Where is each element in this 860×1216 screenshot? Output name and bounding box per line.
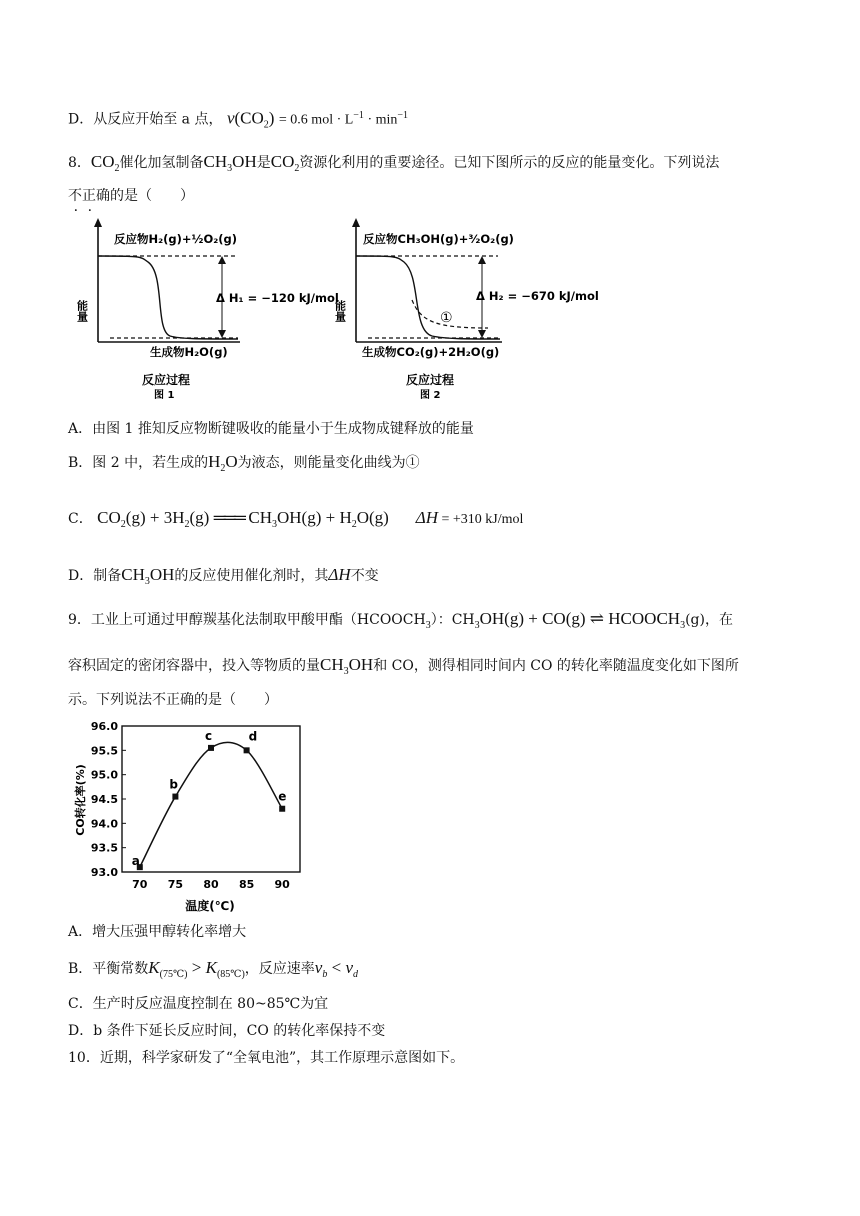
fig1-reactant-label: 反应物H₂(g)+½O₂(g) <box>114 232 238 246</box>
q9-stem-line1: 9．工业上可通过甲醇羰基化法制取甲酸甲酯$(HCOOCH_3)$：$CH_3OH(g) + CO(g)$ ⇌ $HCOOCH_3(g)$，在 <box>68 609 733 631</box>
fig2-xlabel: 反应过程 <box>406 373 455 387</box>
q8-option-c: C． $CO_2(g) + 3H_2(g)$ ═══ $CH_3OH(g) + H_2O(g) \Delta H = +310$ kJ/mol <box>68 508 524 530</box>
fig1-dh-label: Δ H₁ = −120 kJ/mol <box>216 291 339 305</box>
point-label-a: a <box>131 854 140 869</box>
q10-stem: 10．近期，科学家研发了“全氧电池”，其工作原理示意图如下。 <box>68 1050 465 1066</box>
x-tick-label: 80 <box>203 878 219 891</box>
fig2-curve-mark: ① <box>440 310 453 326</box>
energy-diagram-fig1 <box>70 218 340 400</box>
point-label-d: d <box>248 729 258 744</box>
y-tick-label: 93.0 <box>90 866 118 879</box>
y-tick-label: 95.5 <box>90 744 118 758</box>
fig2-caption: 图 2 <box>420 390 441 401</box>
point-label-e: e <box>278 789 287 804</box>
data-point-d <box>244 747 250 753</box>
fig2-ylabel: 能量 <box>333 300 347 322</box>
x-tick-label: 75 <box>167 878 184 891</box>
energy-diagram-fig2 <box>333 218 606 401</box>
q8-stem-line1: 8．$CO_2$催化加氢制备$CH_3OH$是$CO_2$资源化利用的重要途径。已知下图所示的反应的能量变化。下列说法 <box>68 152 720 174</box>
y-tick-label: 94.5 <box>90 793 118 806</box>
x-tick-label: 70 <box>132 878 148 891</box>
fig2-reactant-label: 反应物CH₃OH(g)+³⁄₂O₂(g) <box>363 232 514 246</box>
co-conversion-chart <box>70 716 320 916</box>
chart-series-line <box>140 742 282 867</box>
fig1-product-label: 生成物H₂O(g) <box>150 345 228 359</box>
y-tick-label: 93.5 <box>90 841 118 855</box>
point-label-b: b <box>169 777 178 792</box>
fig1-ylabel: 能量 <box>75 300 89 322</box>
x-tick-label: 90 <box>274 878 290 891</box>
data-point-c <box>208 745 214 751</box>
q8-option-a: A．由图 1 推知反应物断键吸收的能量小于生成物成键释放的能量 <box>68 421 474 437</box>
x-tick-label: 85 <box>238 878 255 891</box>
q9-option-a: A．增大压强甲醇转化率增大 <box>68 924 247 940</box>
chart-ylabel: CO转化率(%) <box>74 764 87 836</box>
point-label-c: c <box>205 728 213 743</box>
chart-xlabel: 温度(℃) <box>185 899 235 913</box>
fig2-dh-label: Δ H₂ = −670 kJ/mol <box>476 289 599 303</box>
q8-option-b: B．图 2 中，若生成的$H_2O$为液态，则能量变化曲线为① <box>68 452 420 474</box>
y-tick-label: 94.0 <box>90 817 118 831</box>
data-point-b <box>172 794 178 800</box>
y-tick-label: 96.0 <box>90 720 118 733</box>
q9-stem-line3: 示。下列说法不正确的是（ ） <box>68 692 278 708</box>
q8-option-d: D．制备$CH_3OH$的反应使用催化剂时，其ΔH不变 <box>68 565 379 587</box>
fig1-caption: 图 1 <box>154 390 175 401</box>
fig1-xlabel: 反应过程 <box>142 373 191 387</box>
q8-stem-line2: 不正确的是（ ） <box>68 188 194 204</box>
data-point-e <box>279 806 285 812</box>
q9-stem-line2: 容积固定的密闭容器中，投入等物质的量$CH_3OH$和 CO，测得相同时间内 CO 的转化率随温度变化如下图所 <box>68 655 739 677</box>
q9-option-c: C．生产时反应温度控制在 80~85℃为宜 <box>68 996 329 1012</box>
q7-option-d: D．从反应开始至 a 点， $v(CO_2) = 0.6$ mol · $L^{-1} \cdot \min^{-1}$ <box>68 108 409 131</box>
q9-option-d: D．b 条件下延长反应时间，CO 的转化率保持不变 <box>68 1023 386 1039</box>
fig2-product-label: 生成物CO₂(g)+2H₂O(g) <box>362 345 500 359</box>
q9-option-b: B．平衡常数$K_{(75℃)} > K_{(85℃)}$，反应速率$v_b < v_d$ <box>68 958 358 980</box>
y-tick-label: 95.0 <box>90 768 118 782</box>
